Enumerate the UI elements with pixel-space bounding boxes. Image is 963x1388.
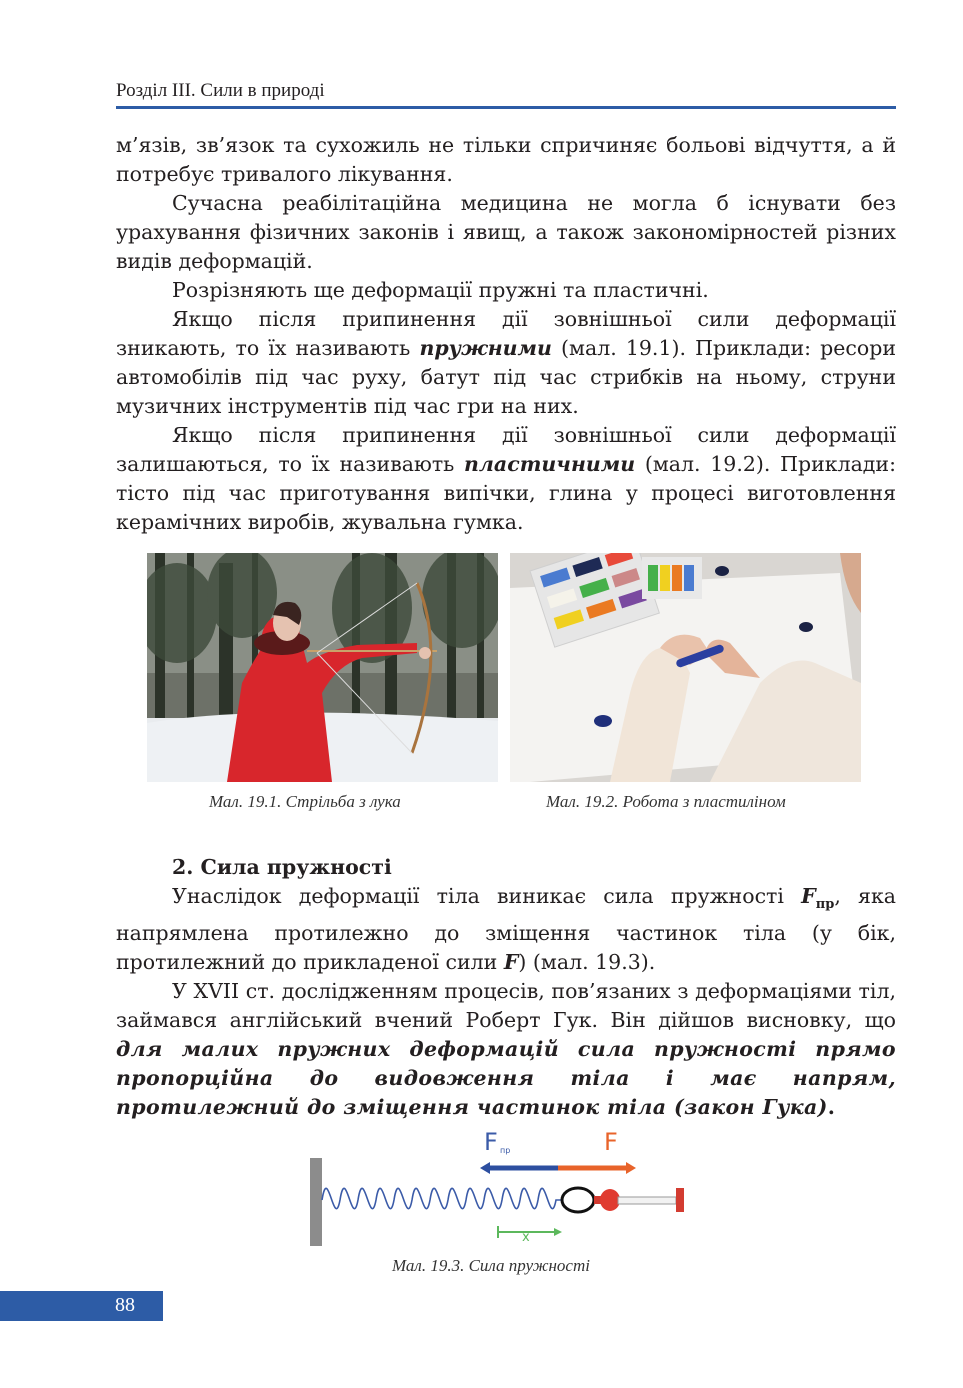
page-number: 88: [115, 1294, 135, 1316]
body-text-bottom: [116, 853, 896, 1122]
paragraph-6: Унаслідок деформації тіла виникає сила пружності $F_{пр}$, яка напрямлена протилежно до зміщення частинок тіла (у бік, протилежний до прикладеної сили F) (мал. 19.3).: [116, 884, 897, 975]
running-header: Розділ III. Сили в природі: [116, 80, 325, 101]
figure-caption-19-2: Мал. 19.2. Робота з пластиліном: [546, 792, 786, 811]
spring-diagram: [300, 1122, 700, 1252]
photo-plasticine: [510, 553, 861, 782]
body-text-top: [116, 131, 896, 537]
photo-archery: [147, 553, 498, 782]
displacement-label: x: [522, 1230, 530, 1245]
force-elastic-label: F: [484, 1128, 498, 1156]
paragraph-1: м’язів, зв’язок та сухожиль не тільки спричиняє больові відчуття, а й потребує тривалого лікування.: [116, 133, 896, 186]
figure-caption-19-1: Мал. 19.1. Стрільба з лука: [209, 792, 401, 811]
figure-caption-19-3: Мал. 19.3. Сила пружності: [392, 1256, 590, 1275]
term-elastic: пружними: [419, 336, 552, 360]
term-plastic: пластичними: [464, 452, 636, 476]
paragraph-3: Розрізняють ще деформації пружні та пластичні.: [172, 278, 709, 302]
page-number-tab: [0, 1291, 163, 1321]
hooke-law-statement: для малих пружних деформацій сила пружності прямо пропорційна до видовження тіла і має напрям, протилежний до зміщення частинок тіла (закон Гука): [116, 1037, 896, 1120]
paragraph-7: У XVII ст. дослідженням процесів, пов’язаних з деформаціями тіл, займався англійський вчений Роберт Гук. Він дійшов висновку, що для малих пружних деформацій сила пружності прямо пропорційна до видовження тіла і має напрям, протилежний до зміщення частинок тіла (закон Гука).: [116, 979, 896, 1120]
force-applied-label: F: [604, 1128, 618, 1156]
paragraph-5: Якщо після припинення дії зовнішньої сили деформації залишаються, то їх називають пластичними (мал. 19.2). Приклади: тісто під час приготування випічки, глина у процесі виготовлення керамічних виробів, жувальна гумка.: [116, 423, 897, 534]
paragraph-2: Сучасна реабілітаційна медицина не могла б існувати без урахування фізичних законів і явищ, а також закономірностей різних видів деформацій.: [116, 191, 896, 273]
header-rule: [116, 106, 896, 109]
spring-coil: [322, 1188, 562, 1208]
paragraph-4: Якщо після припинення дії зовнішньої сили деформації зникають, то їх називають пружними (мал. 19.1). Приклади: ресори автомобілів під час руху, батут під час стрибків на ньому, струни музичних інструментів під час гри на них.: [116, 307, 896, 418]
force-elastic-subscript: пр: [500, 1146, 511, 1155]
section-heading: 2. Сила пружності: [172, 855, 392, 879]
